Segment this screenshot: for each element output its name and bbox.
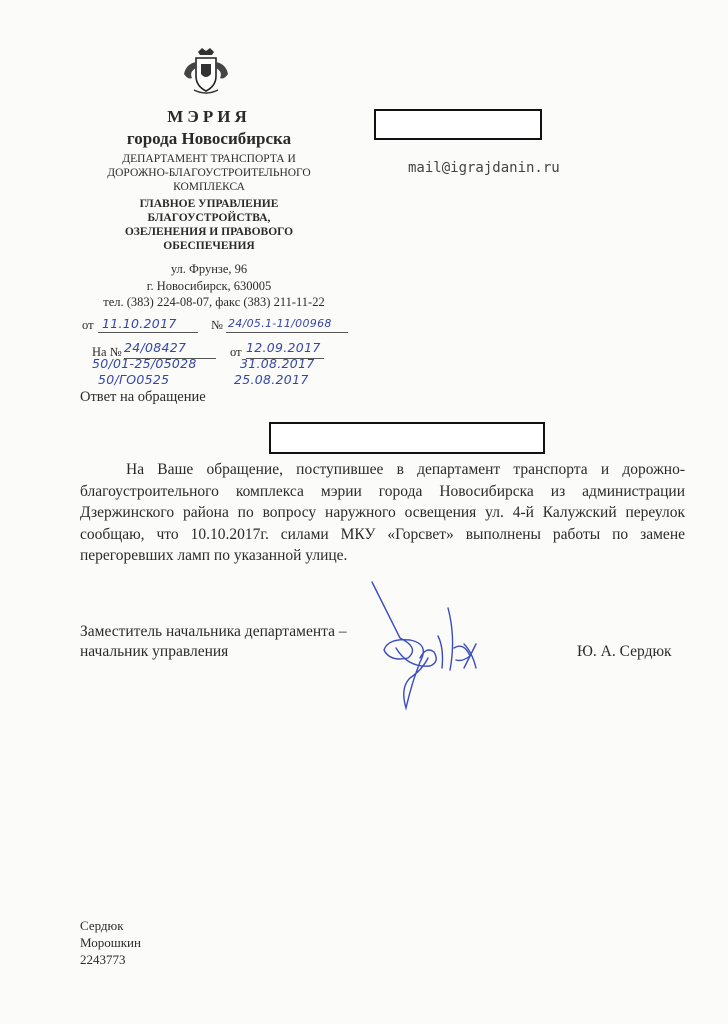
directorate-line: ГЛАВНОЕ УПРАВЛЕНИЕ [139, 198, 279, 210]
address-street: ул. Фрунзе, 96 [170, 262, 248, 276]
department-line: КОМПЛЕКСА [173, 181, 245, 193]
incoming-number: 50/ГО0525 [98, 372, 170, 387]
incoming-date: 12.09.2017 [246, 340, 321, 355]
executor-phone: 2243773 [80, 952, 126, 967]
org-city: города Новосибирска [126, 129, 292, 148]
main-directorate-name [78, 197, 340, 253]
incoming-date-label: от [230, 345, 242, 359]
org-name: МЭРИЯ [167, 107, 251, 126]
incoming-date: 31.08.2017 [240, 356, 315, 371]
department-line: ДЕПАРТАМЕНТ ТРАНСПОРТА И [122, 153, 296, 165]
incoming-number-label: На № [92, 345, 122, 359]
incoming-number: 24/08427 [124, 340, 187, 355]
outgoing-date: 11.10.2017 [102, 316, 177, 331]
outgoing-number: 24/05.1-11/00968 [228, 317, 332, 330]
directorate-line: ОБЕСПЕЧЕНИЯ [163, 240, 255, 252]
department-name [78, 152, 340, 194]
outgoing-number-underline [226, 332, 348, 333]
phone-fax: тел. (383) 224-08-07, факс (383) 211-11-22 [103, 295, 325, 309]
redacted-addressee [269, 422, 545, 454]
outgoing-date-underline [98, 332, 198, 333]
directorate-line: БЛАГОУСТРОЙСТВА, [147, 212, 271, 224]
letter-subject: Ответ на обращение [80, 389, 206, 405]
coat-of-arms-icon [180, 46, 232, 98]
recipient-email: mail@igrajdanin.ru [408, 160, 560, 176]
outgoing-date-label: от [82, 318, 94, 332]
handwritten-signature [360, 578, 500, 718]
directorate-line: ОЗЕЛЕНЕНИЯ И ПРАВОВОГО [124, 226, 294, 238]
body-paragraph: На Ваше обращение, поступившее в департамент транспорта и дорожно-благоустроительного комплекса мэрии города Новосибирска из администрации Дзержинского района по вопросу наружного освещения ул. 4-й Калужский переулок сообщаю, что 10.10.2017г. силами МКУ «Горсвет» выполнены работы по замене перегоревших ламп по указанной улице. [80, 461, 685, 564]
outgoing-number-label: № [211, 318, 223, 332]
signatory-name: Ю. А. Сердюк [577, 643, 672, 660]
signatory-title-line1: Заместитель начальника департамента – [80, 623, 347, 640]
executor-name: Сердюк [80, 918, 124, 933]
incoming-date: 25.08.2017 [234, 372, 309, 387]
redacted-recipient-name [374, 109, 542, 140]
letter-body [80, 459, 685, 567]
executor-name: Морошкин [80, 935, 141, 950]
signatory-title-line2: начальник управления [80, 643, 229, 660]
address-city: г. Новосибирск, 630005 [146, 279, 272, 293]
incoming-number: 50/01-25/05028 [92, 356, 197, 371]
department-line: ДОРОЖНО-БЛАГОУСТРОИТЕЛЬНОГО [107, 167, 311, 179]
